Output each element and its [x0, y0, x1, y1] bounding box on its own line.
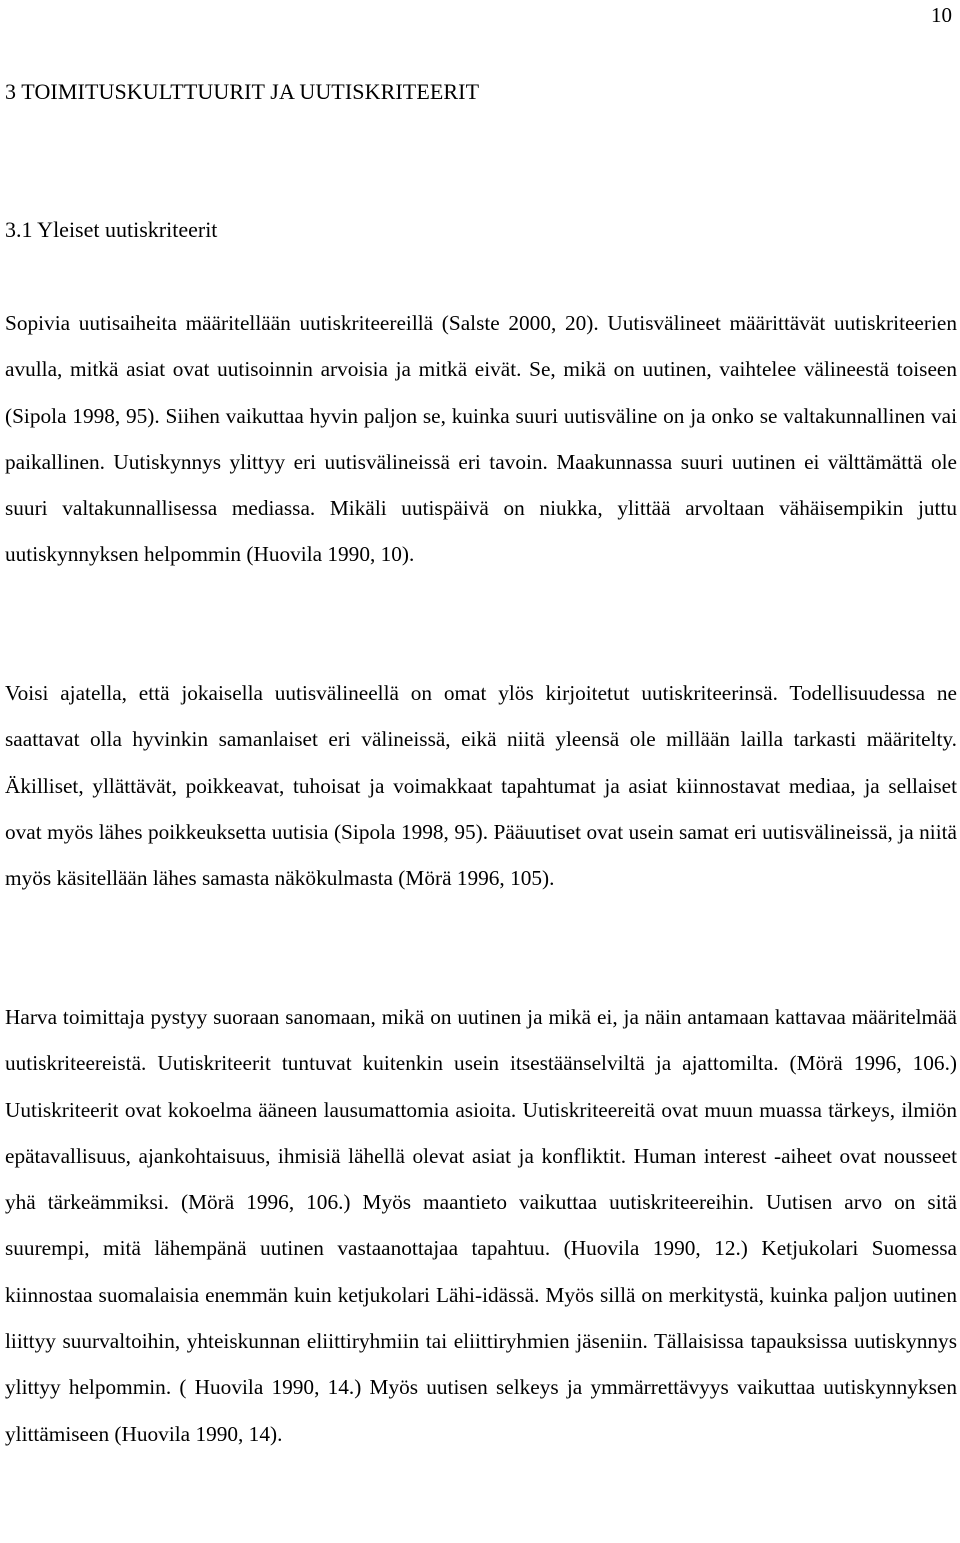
- page-number: 10: [931, 3, 952, 27]
- chapter-title: 3 TOIMITUSKULTTUURIT JA UUTISKRITEERIT: [5, 79, 480, 104]
- paragraph-3: Harva toimittaja pystyy suoraan sanomaan, mikä on uutinen ja mikä ei, ja näin antamaan kattavaa määritelmää uutiskriteereistä. Uutiskriteerit tuntuvat kuitenkin usein itsestäänselviltä ja ajattomilta. (Mörä 1996, 106.) Uutiskriteerit ovat kokoelma ääneen lausumattomia asioita. Uutiskriteereitä ovat muun muassa tärkeys, ilmiön epätavallisuus, ajankohtaisuus, ihmisiä lähellä olevat asiat ja konfliktit. Human interest -aiheet ovat nousseet yhä tärkeämmiksi. (Mörä 1996, 106.) Myös maantieto vaikuttaa uutiskriteereihin. Uutisen arvo on sitä suurempi, mitä lähempänä uutinen vastaanottajaa tapahtuu. (Huovila 1990, 12.) Ketjukolari Suomessa kiinnostaa suomalaisia enemmän kuin ketjukolari Lähi-idässä. Myös sillä on merkitystä, kuinka paljon uutinen liittyy suurvaltoihin, yhteiskunnan eliittiryhmiin tai eliittiryhmien jäseniin. Tällaisissa tapauksissa uutiskynnys ylittyy helpommin. ( Huovila 1990, 14.) Myös uutisen selkeys ja ymmärrettävyys vaikuttaa uutiskynnyksen ylittämiseen (Huovila 1990, 14).: [5, 1005, 957, 1446]
- paragraph-2: Voisi ajatella, että jokaisella uutisvälineellä on omat ylös kirjoitetut uutiskriteerinsä. Todellisuudessa ne saattavat olla hyvinkin samanlaiset eri välineissä, eikä niitä yleensä ole millään lailla tarkasti määritelty. Äkilliset, yllättävät, poikkeavat, tuhoisat ja voimakkaat tapahtumat ja asiat kiinnostavat mediaa, ja sellaiset ovat myös lähes poikkeuksetta uutisia (Sipola 1998, 95). Pääuutiset ovat usein samat eri uutisvälineissä, ja niitä myös käsitellään lähes samasta näkökulmasta (Mörä 1996, 105).: [5, 681, 957, 891]
- paragraph-1: Sopivia uutisaiheita määritellään uutiskriteereillä (Salste 2000, 20). Uutisvälineet määrittävät uutiskriteerien avulla, mitkä asiat ovat uutisoinnin arvoisia ja mitkä eivät. Se, mikä on uutinen, vaihtelee välineestä toiseen (Sipola 1998, 95). Siihen vaikuttaa hyvin paljon se, kuinka suuri uutisväline on ja onko se valtakunnallinen vai paikallinen. Uutiskynnys ylittyy eri uutisvälineissä eri tavoin. Maakunnassa suuri uutinen ei välttämättä ole suuri valtakunnallisessa mediassa. Mikäli uutispäivä on niukka, ylittää arvoltaan vähäisempikin juttu uutiskynnyksen helpommin (Huovila 1990, 10).: [5, 311, 957, 567]
- section-title: 3.1 Yleiset uutiskriteerit: [5, 217, 218, 242]
